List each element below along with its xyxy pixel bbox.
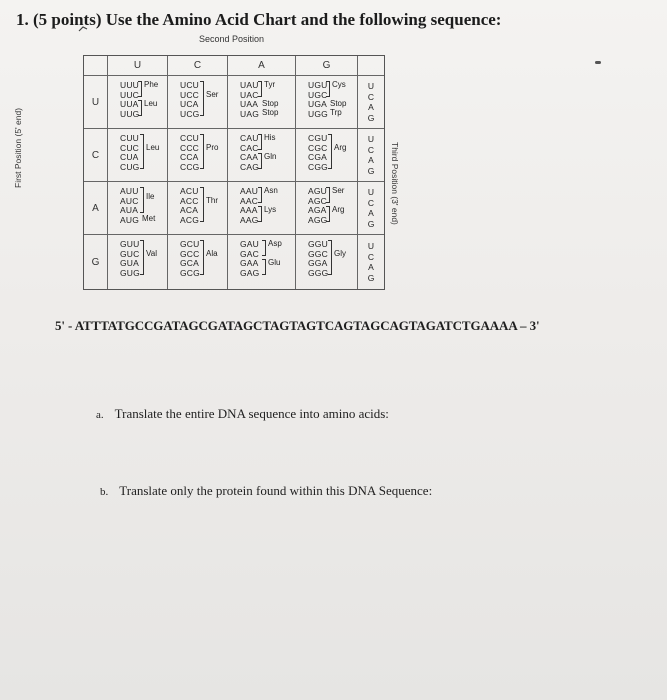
amino-acid-label: Asp [268, 239, 282, 248]
codon: GUA [120, 258, 140, 268]
codon-cell [168, 76, 228, 129]
part-a-text: Translate the entire DNA sequence into amino acids: [114, 406, 389, 421]
codon: GUU [120, 239, 140, 249]
column-header-g: G [296, 56, 358, 76]
codon: UUA [120, 99, 139, 109]
codon: CCG [180, 161, 200, 172]
question-title: 1. (5 points) Use the Amino Acid Chart and the following sequence: [16, 10, 502, 29]
codon-cell [168, 182, 228, 235]
codon-bracket [328, 240, 332, 275]
codon: CCC [180, 142, 200, 153]
row-header-u: U [84, 76, 108, 129]
codon-bracket [262, 259, 266, 275]
codon-cell [296, 235, 358, 289]
codon-bracket [258, 206, 262, 222]
row-header-c: C [84, 129, 108, 182]
question-part-a [96, 406, 389, 422]
codon-cell [228, 76, 296, 129]
second-position-label: Second Position [199, 34, 265, 44]
codon-cell [228, 182, 296, 235]
amino-acid-label: Arg [332, 205, 345, 214]
codon: CGG [308, 161, 328, 172]
amino-acid-label: His [264, 133, 276, 142]
codon: GUC [120, 248, 140, 259]
amino-acid-label: Asn [264, 186, 278, 195]
codon: GCU [180, 239, 200, 249]
amino-acid-label: Phe [144, 80, 159, 89]
part-b-letter: b. [100, 486, 109, 498]
codon-list [180, 187, 199, 225]
row-header-a: A [84, 182, 108, 235]
codon: AGG [308, 214, 328, 225]
codon-bracket [262, 240, 266, 256]
codon-cell [296, 182, 358, 235]
codon-list [240, 240, 260, 278]
third-position-letter: U [367, 241, 375, 251]
codon: CAG [240, 161, 260, 172]
amino-acid-label: Gly [334, 249, 346, 258]
amino-acid-label: Trp [330, 108, 342, 117]
row-header-g: G [84, 235, 108, 289]
amino-acid-label: Ser [206, 90, 219, 99]
amino-acid-label: Stop [262, 108, 279, 117]
codon-list [240, 187, 259, 225]
codon-cell [108, 129, 168, 182]
codon-list [240, 134, 259, 172]
codon-list [120, 187, 139, 225]
codon-bracket [326, 187, 330, 203]
codon-list [180, 240, 200, 278]
codon-cell [168, 129, 228, 182]
amino-acid-label: Ile [146, 192, 155, 201]
codon: GGA [308, 258, 328, 268]
codon: CGU [308, 133, 328, 143]
codon: AGA [308, 205, 327, 215]
third-position-letter: U [367, 187, 375, 197]
third-position-letters [358, 182, 384, 235]
codon-cell [108, 76, 168, 129]
codon: UAG [240, 108, 260, 119]
codon: UUU [120, 80, 140, 90]
grid-corner [84, 56, 108, 76]
codon: UAA [240, 99, 259, 109]
codon-list [308, 187, 328, 225]
codon: CAU [240, 133, 259, 143]
third-position-letter: C [367, 91, 375, 102]
codon: AAC [240, 195, 259, 206]
codon-bracket [140, 187, 144, 213]
amino-acid-label: Gln [264, 152, 277, 161]
codon-list [240, 81, 259, 119]
codon-cell [228, 235, 296, 289]
part-b-text: Translate only the protein found within this DNA Sequence: [119, 483, 433, 498]
amino-acid-label: Met [142, 214, 156, 223]
codon: CUU [120, 133, 140, 143]
third-position-letter: A [368, 208, 374, 218]
codon: UUC [120, 89, 140, 100]
codon: CUC [120, 142, 140, 153]
codon: GCA [180, 258, 200, 268]
dna-sequence: 5' - ATTTATGCCGATAGCGATAGCTAGTAGTCAGTAGCAGTAGATCTGAAAA – 3' [55, 318, 540, 333]
codon: AGU [308, 186, 328, 196]
codon-bracket [200, 81, 204, 116]
third-position-letter: U [367, 81, 375, 91]
codon-bracket [258, 81, 262, 97]
codon: ACU [180, 186, 199, 196]
codon: ACG [180, 214, 200, 225]
codon-list [120, 240, 140, 278]
third-position-letter: C [367, 144, 375, 155]
codon: CAC [240, 142, 259, 153]
codon-bracket [138, 81, 142, 97]
codon: UGA [308, 99, 328, 109]
codon: CCA [180, 152, 199, 162]
codon: CUG [120, 161, 140, 172]
column-header-u: U [108, 56, 168, 76]
codon: UCG [180, 108, 200, 119]
codon: UGG [308, 108, 328, 119]
third-position-label: Third Position (3' end) [390, 142, 400, 225]
codon-bracket [200, 187, 204, 222]
codon-bracket [328, 134, 332, 169]
stray-mark [595, 61, 601, 64]
codon: AGC [308, 195, 328, 206]
codon: CCU [180, 133, 200, 143]
codon-bracket [326, 81, 330, 97]
codon: UCU [180, 80, 200, 90]
amino-acid-label: Leu [144, 99, 158, 108]
third-position-letters [358, 129, 384, 182]
amino-acid-label: Stop [330, 99, 347, 108]
codon-list [308, 134, 328, 172]
codon: GAC [240, 248, 260, 259]
codon-cell [168, 235, 228, 289]
codon-list [120, 134, 140, 172]
codon-list [120, 81, 140, 119]
amino-acid-label: Leu [146, 143, 160, 152]
codon-bracket [258, 134, 262, 150]
codon: UAC [240, 89, 259, 100]
third-position-letter: C [367, 197, 375, 208]
amino-acid-label: Arg [334, 143, 347, 152]
codon: ACC [180, 195, 199, 206]
codon: AUG [120, 214, 140, 225]
codon: GGC [308, 248, 328, 259]
codon-bracket [140, 134, 144, 169]
amino-acid-label: Val [146, 249, 157, 258]
codon: AUU [120, 186, 139, 196]
first-position-label: First Position (5' end) [13, 107, 23, 188]
amino-acid-label: Ala [206, 249, 218, 258]
codon-cell [296, 129, 358, 182]
codon: UGU [308, 80, 328, 90]
codon: GAU [240, 239, 260, 249]
third-position-letters [358, 76, 384, 129]
grid-corner-right [358, 56, 384, 76]
part-a-letter: a. [96, 409, 104, 421]
amino-acid-label: Lys [264, 205, 277, 214]
codon: UGC [308, 89, 328, 100]
codon-list [308, 240, 328, 278]
codon: AUC [120, 195, 139, 206]
codon: GCC [180, 248, 200, 259]
amino-acid-label: Cys [332, 80, 346, 89]
amino-acid-label: Thr [206, 196, 218, 205]
codon: UAU [240, 80, 259, 90]
codon: ACA [180, 205, 199, 215]
amino-acid-label: Glu [268, 258, 281, 267]
codon: GGG [308, 267, 329, 278]
third-position-letter: G [367, 112, 375, 123]
codon: UUG [120, 108, 140, 119]
codon: AAG [240, 214, 259, 225]
third-position-letter: G [367, 218, 375, 229]
codon-cell [296, 76, 358, 129]
codon-cell [108, 235, 168, 289]
column-header-a: A [228, 56, 296, 76]
codon-cell [108, 182, 168, 235]
codon: CGA [308, 152, 328, 162]
third-position-letter: A [368, 155, 374, 165]
codon-bracket [258, 153, 262, 169]
codon: GUG [120, 267, 140, 278]
third-position-letter: C [367, 251, 375, 262]
codon-list [180, 81, 200, 119]
codon: CGC [308, 142, 328, 153]
third-position-letter: G [367, 165, 375, 176]
amino-acid-label: Tyr [264, 80, 276, 89]
codon: GAA [240, 258, 259, 268]
codon: GGU [308, 239, 328, 249]
codon-list [180, 134, 200, 172]
codon-cell [228, 129, 296, 182]
amino-acid-label: Stop [262, 99, 279, 108]
codon: UCC [180, 89, 200, 100]
codon-chart [83, 55, 385, 290]
third-position-letter: U [367, 134, 375, 144]
codon-bracket [140, 240, 144, 275]
codon: AAU [240, 186, 259, 196]
third-position-letter: A [368, 262, 374, 272]
codon-bracket [138, 100, 142, 116]
amino-acid-label: Pro [206, 143, 219, 152]
codon-bracket [258, 187, 262, 203]
codon: AUA [120, 205, 139, 215]
column-header-c: C [168, 56, 228, 76]
codon: AAA [240, 205, 258, 215]
codon-list [308, 81, 328, 119]
codon: UCA [180, 99, 199, 109]
third-position-letter: A [368, 102, 374, 112]
question-part-b [100, 483, 432, 499]
codon: CUA [120, 152, 139, 162]
third-position-letter: G [367, 272, 375, 283]
codon-bracket [200, 134, 204, 169]
codon: GAG [240, 267, 260, 278]
amino-acid-label: Ser [332, 186, 345, 195]
codon-bracket [326, 206, 330, 222]
codon: GCG [180, 267, 200, 278]
codon-bracket [200, 240, 204, 275]
third-position-letters [358, 235, 384, 289]
codon: CAA [240, 152, 259, 162]
